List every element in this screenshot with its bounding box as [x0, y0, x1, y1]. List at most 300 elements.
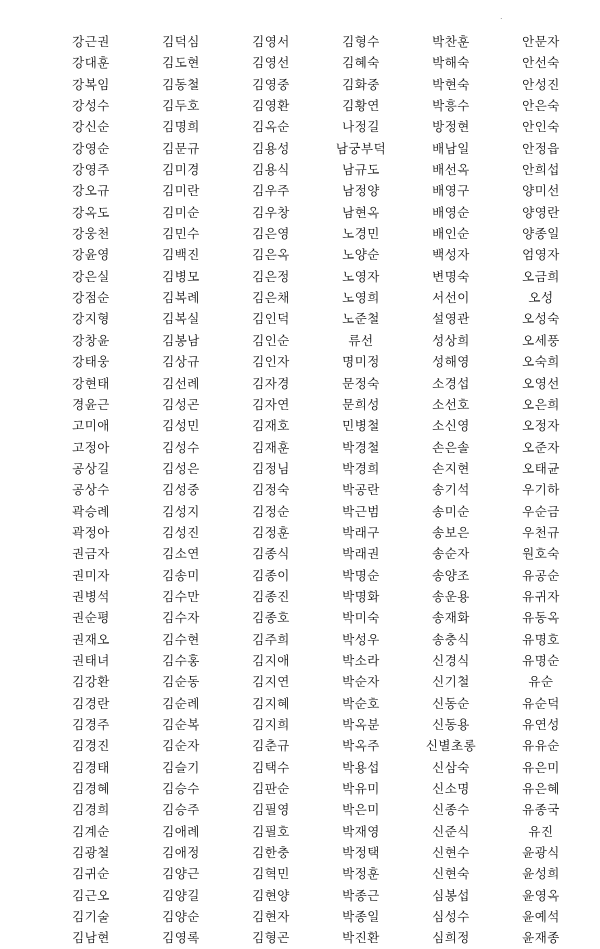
- name-row: [46, 159, 586, 180]
- name-cell: 노영자: [342, 268, 380, 284]
- name-row: [46, 330, 586, 351]
- name-cell: 경윤근: [72, 396, 110, 412]
- name-cell: 권태녀: [72, 652, 110, 668]
- name-cell: 신경식: [432, 652, 470, 668]
- name-cell: 강영순: [72, 140, 110, 156]
- name-cell: 오금희: [522, 268, 560, 284]
- name-cell: 박해숙: [432, 55, 470, 71]
- name-cell: 박용섭: [342, 759, 380, 775]
- name-cell: 박유미: [342, 781, 380, 797]
- name-cell: 김정님: [252, 460, 290, 476]
- name-cell: 배영구: [432, 183, 470, 199]
- name-cell: 남정양: [342, 183, 380, 199]
- name-cell: 윤광식: [522, 845, 560, 861]
- name-cell: 김덕심: [162, 34, 200, 49]
- name-cell: 권순평: [72, 610, 110, 626]
- name-cell: 김광철: [72, 845, 110, 861]
- name-row: [46, 180, 586, 201]
- name-cell: 손은솔: [432, 439, 470, 455]
- name-cell: 김은영: [252, 226, 290, 242]
- name-cell: 신종수: [432, 802, 470, 818]
- name-cell: 오성숙: [522, 311, 560, 327]
- name-cell: 김미경: [162, 162, 200, 178]
- name-cell: 김성은: [162, 460, 200, 476]
- name-cell: 박경희: [342, 460, 380, 476]
- name-cell: 박래구: [342, 524, 380, 540]
- name-cell: 강웅천: [72, 226, 110, 242]
- name-cell: 강근권: [72, 34, 110, 49]
- name-cell: 김화중: [342, 76, 380, 92]
- name-cell: 양영란: [522, 204, 560, 220]
- name-cell: 김근오: [72, 887, 110, 903]
- name-cell: 송기석: [432, 482, 470, 498]
- name-cell: 박공란: [342, 482, 380, 498]
- name-cell: 박현숙: [432, 76, 470, 92]
- name-cell: 신준식: [432, 823, 470, 839]
- name-cell: 김형수: [342, 34, 380, 49]
- name-cell: 김은정: [252, 268, 290, 284]
- name-cell: 박소라: [342, 652, 380, 668]
- name-cell: 송미순: [432, 503, 470, 519]
- name-cell: 안은숙: [522, 98, 560, 114]
- name-cell: 김택수: [252, 759, 290, 775]
- name-cell: 김민수: [162, 226, 200, 242]
- name-cell: 김미순: [162, 204, 200, 220]
- name-cell: 양종일: [522, 226, 560, 242]
- name-cell: 신별초롱: [425, 738, 477, 754]
- name-cell: 심희정: [432, 930, 470, 946]
- name-cell: 김정숙: [252, 482, 290, 498]
- name-cell: 윤성희: [522, 866, 560, 882]
- name-cell: 오영선: [522, 375, 560, 391]
- name-cell: 김승주: [162, 802, 200, 818]
- name-row: [46, 885, 586, 906]
- name-cell: 김순자: [162, 738, 200, 754]
- name-cell: 강복임: [72, 76, 110, 92]
- name-cell: 김인순: [252, 332, 290, 348]
- name-cell: 김황연: [342, 98, 380, 114]
- name-cell: 김은채: [252, 290, 290, 306]
- name-cell: 양미선: [522, 183, 560, 199]
- name-cell: 노준철: [342, 311, 380, 327]
- name-cell: 김수현: [162, 631, 200, 647]
- name-cell: 김재호: [252, 418, 290, 434]
- name-cell: 유은혜: [522, 781, 560, 797]
- name-row: [46, 74, 586, 95]
- name-cell: 신현숙: [432, 866, 470, 882]
- name-cell: 김복실: [162, 311, 200, 327]
- name-cell: 김선례: [162, 375, 200, 391]
- name-cell: 오준자: [522, 439, 560, 455]
- name-cell: 김은옥: [252, 247, 290, 263]
- name-cell: 변명숙: [432, 268, 470, 284]
- name-cell: 오성: [528, 290, 554, 306]
- name-cell: 김강환: [72, 674, 110, 690]
- name-cell: 명미정: [342, 354, 380, 370]
- name-cell: 안인숙: [522, 119, 560, 135]
- name-cell: 김종진: [252, 588, 290, 604]
- name-cell: 안성진: [522, 76, 560, 92]
- name-cell: 김옥순: [252, 119, 290, 135]
- name-cell: 신기철: [432, 674, 470, 690]
- name-cell: 강은실: [72, 268, 110, 284]
- name-cell: 김자경: [252, 375, 290, 391]
- name-cell: 김필영: [252, 802, 290, 818]
- name-cell: 김영환: [252, 98, 290, 114]
- name-cell: 박명화: [342, 588, 380, 604]
- name-row: [46, 778, 586, 799]
- name-cell: 유진: [528, 823, 554, 839]
- name-cell: 김귀순: [72, 866, 110, 882]
- name-cell: 김정훈: [252, 524, 290, 540]
- name-cell: 신소명: [432, 781, 470, 797]
- name-cell: 박종일: [342, 909, 380, 925]
- name-cell: 김현양: [252, 887, 290, 903]
- name-cell: 남현옥: [342, 204, 380, 220]
- name-cell: 김수자: [162, 610, 200, 626]
- name-cell: 박옥분: [342, 717, 380, 732]
- name-row: [46, 693, 586, 714]
- name-cell: 박진환: [342, 930, 380, 946]
- name-cell: 김종식: [252, 546, 290, 562]
- name-row: [46, 906, 586, 927]
- name-cell: 강영주: [72, 162, 110, 178]
- name-row: [46, 373, 586, 394]
- name-cell: 김필호: [252, 823, 290, 839]
- name-cell: 송운용: [432, 588, 470, 604]
- name-cell: 신동용: [432, 717, 470, 732]
- name-cell: 김봉남: [162, 332, 200, 348]
- name-cell: 박찬훈: [432, 34, 470, 49]
- name-cell: 우천규: [522, 524, 560, 540]
- name-cell: 오은희: [522, 396, 560, 412]
- name-cell: 김경주: [72, 717, 110, 732]
- name-cell: 오태균: [522, 460, 560, 476]
- name-cell: 김수홍: [162, 652, 200, 668]
- name-row: [46, 437, 586, 458]
- name-row: [46, 543, 586, 564]
- name-cell: 송충식: [432, 631, 470, 647]
- name-cell: 오세풍: [522, 332, 560, 348]
- name-cell: 김지연: [252, 674, 290, 690]
- name-cell: 김영선: [252, 55, 290, 71]
- name-cell: 오정자: [522, 418, 560, 434]
- name-cell: 노양순: [342, 247, 380, 263]
- name-cell: 유귀자: [522, 588, 560, 604]
- name-cell: 김용성: [252, 140, 290, 156]
- name-cell: 유연성: [522, 717, 560, 732]
- name-row: [46, 266, 586, 287]
- name-row: [46, 671, 586, 692]
- name-cell: 박흥수: [432, 98, 470, 114]
- name-cell: 김지혜: [252, 695, 290, 711]
- name-cell: 권미자: [72, 567, 110, 583]
- name-cell: 김지애: [252, 652, 290, 668]
- name-cell: 김기술: [72, 909, 110, 925]
- name-cell: 김자연: [252, 396, 290, 412]
- name-cell: 유동옥: [522, 610, 560, 626]
- name-cell: 안정읍: [522, 140, 560, 156]
- name-cell: 김경혜: [72, 781, 110, 797]
- name-cell: 김성곤: [162, 396, 200, 412]
- name-row: [46, 629, 586, 650]
- name-cell: 서선이: [432, 290, 470, 306]
- name-cell: 성해영: [432, 354, 470, 370]
- name-row: [46, 735, 586, 756]
- name-cell: 강현태: [72, 375, 110, 391]
- name-cell: 김영중: [252, 76, 290, 92]
- name-row: [46, 394, 586, 415]
- name-cell: 김우주: [252, 183, 290, 199]
- name-cell: 권금자: [72, 546, 110, 562]
- name-cell: 김성민: [162, 418, 200, 434]
- name-cell: 박래권: [342, 546, 380, 562]
- name-cell: 노영희: [342, 290, 380, 306]
- name-cell: 김순례: [162, 695, 200, 711]
- name-cell: 김명희: [162, 119, 200, 135]
- name-cell: 김한충: [252, 845, 290, 861]
- name-row: [46, 223, 586, 244]
- name-cell: 강점순: [72, 290, 110, 306]
- name-cell: 유공순: [522, 567, 560, 583]
- name-cell: 김순동: [162, 674, 200, 690]
- name-cell: 김성중: [162, 482, 200, 498]
- name-cell: 송양조: [432, 567, 470, 583]
- name-cell: 윤예석: [522, 909, 560, 925]
- name-cell: 김애정: [162, 845, 200, 861]
- name-cell: 신현수: [432, 845, 470, 861]
- name-row: [46, 799, 586, 820]
- name-cell: 곽정아: [72, 524, 110, 540]
- name-cell: 박순호: [342, 695, 380, 711]
- name-cell: 원호숙: [522, 546, 560, 562]
- name-cell: 박명순: [342, 567, 380, 583]
- name-cell: 김인자: [252, 354, 290, 370]
- name-cell: 김종호: [252, 610, 290, 626]
- name-row: [46, 586, 586, 607]
- name-cell: 유종국: [522, 802, 560, 818]
- name-row: [46, 650, 586, 671]
- name-cell: 김영서: [252, 34, 290, 49]
- name-cell: 강성수: [72, 98, 110, 114]
- name-cell: 김경희: [72, 802, 110, 818]
- name-row: [46, 757, 586, 778]
- name-cell: 김혜숙: [342, 55, 380, 71]
- name-cell: 심봉섭: [432, 887, 470, 903]
- name-row: [46, 863, 586, 884]
- name-row: [46, 501, 586, 522]
- name-row: [46, 565, 586, 586]
- name-cell: 김지희: [252, 717, 290, 732]
- name-row: [46, 52, 586, 73]
- name-cell: 강신순: [72, 119, 110, 135]
- name-cell: 신동순: [432, 695, 470, 711]
- name-cell: 김슬기: [162, 759, 200, 775]
- name-cell: 손지현: [432, 460, 470, 476]
- name-cell: 방정현: [432, 119, 470, 135]
- name-cell: 김형곤: [252, 930, 290, 946]
- name-cell: 김양순: [162, 909, 200, 925]
- name-cell: 심성수: [432, 909, 470, 925]
- name-row: [46, 138, 586, 159]
- name-cell: 문정숙: [342, 375, 380, 391]
- name-row: [46, 244, 586, 265]
- name-cell: 김복례: [162, 290, 200, 306]
- name-cell: 김성수: [162, 439, 200, 455]
- name-cell: 김병모: [162, 268, 200, 284]
- name-cell: 김용식: [252, 162, 290, 178]
- name-cell: 김영록: [162, 930, 200, 946]
- name-cell: 남규도: [342, 162, 380, 178]
- name-row: [46, 714, 586, 735]
- name-cell: 엄영자: [522, 247, 560, 263]
- name-cell: 우기하: [522, 482, 560, 498]
- name-cell: 박경철: [342, 439, 380, 455]
- name-cell: 고미애: [72, 418, 110, 434]
- name-cell: 박순자: [342, 674, 380, 690]
- name-cell: 김우창: [252, 204, 290, 220]
- name-cell: 안문자: [522, 34, 560, 49]
- name-cell: 김백진: [162, 247, 200, 263]
- name-cell: 안선숙: [522, 55, 560, 71]
- name-cell: 강오규: [72, 183, 110, 199]
- name-row: [46, 821, 586, 842]
- name-cell: 강창윤: [72, 332, 110, 348]
- name-cell: 안희섭: [522, 162, 560, 178]
- name-cell: 성상희: [432, 332, 470, 348]
- name-cell: 김주희: [252, 631, 290, 647]
- name-cell: 문희성: [342, 396, 380, 412]
- name-cell: 김도현: [162, 55, 200, 71]
- name-cell: 곽승례: [72, 503, 110, 519]
- name-cell: 박재영: [342, 823, 380, 839]
- name-cell: 김성지: [162, 503, 200, 519]
- name-cell: 김혁민: [252, 866, 290, 882]
- name-cell: 김정순: [252, 503, 290, 519]
- name-cell: 김춘규: [252, 738, 290, 754]
- name-cell: 김소연: [162, 546, 200, 562]
- name-row: [46, 287, 586, 308]
- name-cell: 우순금: [522, 503, 560, 519]
- name-cell: 노경민: [342, 226, 380, 242]
- name-row: [46, 927, 586, 948]
- name-cell: 배선옥: [432, 162, 470, 178]
- name-cell: 김수만: [162, 588, 200, 604]
- name-row: [46, 308, 586, 329]
- name-row: [46, 415, 586, 436]
- name-cell: 강대훈: [72, 55, 110, 71]
- name-cell: 김인덕: [252, 311, 290, 327]
- name-cell: 송순자: [432, 546, 470, 562]
- name-cell: 공상수: [72, 482, 110, 498]
- name-cell: 김송미: [162, 567, 200, 583]
- name-cell: 배영순: [432, 204, 470, 220]
- name-cell: 고정아: [72, 439, 110, 455]
- name-row: [46, 116, 586, 137]
- name-cell: 유은미: [522, 759, 560, 775]
- name-cell: 박미숙: [342, 610, 380, 626]
- name-cell: 설영관: [432, 311, 470, 327]
- name-cell: 유유순: [522, 738, 560, 754]
- name-row: [46, 202, 586, 223]
- name-cell: 남궁부덕: [335, 140, 387, 156]
- name-cell: 김경태: [72, 759, 110, 775]
- name-cell: 김판순: [252, 781, 290, 797]
- name-cell: 오숙희: [522, 354, 560, 370]
- name-cell: 권재오: [72, 631, 110, 647]
- name-row: [46, 95, 586, 116]
- name-cell: 김두호: [162, 98, 200, 114]
- name-cell: 김애례: [162, 823, 200, 839]
- name-cell: 유순: [528, 674, 554, 690]
- name-cell: 김경란: [72, 695, 110, 711]
- name-row: [46, 31, 586, 52]
- name-cell: 공상길: [72, 460, 110, 476]
- name-cell: 소선호: [432, 396, 470, 412]
- name-cell: 박성우: [342, 631, 380, 647]
- name-cell: 김미란: [162, 183, 200, 199]
- name-cell: 강윤영: [72, 247, 110, 263]
- name-cell: 송보은: [432, 524, 470, 540]
- name-cell: 김남현: [72, 930, 110, 946]
- name-list-body: [46, 31, 586, 949]
- name-cell: 송재화: [432, 610, 470, 626]
- name-cell: 나정길: [342, 119, 380, 135]
- name-cell: 배인순: [432, 226, 470, 242]
- name-row: [46, 458, 586, 479]
- name-cell: 박정훈: [342, 866, 380, 882]
- name-cell: 김종이: [252, 567, 290, 583]
- name-cell: 김순복: [162, 717, 200, 732]
- name-row: [46, 607, 586, 628]
- name-cell: 강옥도: [72, 204, 110, 220]
- name-cell: 배남일: [432, 140, 470, 156]
- name-cell: 김양근: [162, 866, 200, 882]
- name-cell: 김경진: [72, 738, 110, 754]
- name-cell: 윤재종: [522, 930, 560, 946]
- name-row: [46, 351, 586, 372]
- name-row: [46, 522, 586, 543]
- name-cell: 박종근: [342, 887, 380, 903]
- name-row: [46, 479, 586, 500]
- name-cell: 신삼숙: [432, 759, 470, 775]
- name-cell: 강지형: [72, 311, 110, 327]
- name-cell: 김상규: [162, 354, 200, 370]
- corner-mark: .: [500, 12, 503, 21]
- name-cell: 윤영옥: [522, 887, 560, 903]
- name-cell: 소경섭: [432, 375, 470, 391]
- name-cell: 김승수: [162, 781, 200, 797]
- name-cell: 박근범: [342, 503, 380, 519]
- name-cell: 김계순: [72, 823, 110, 839]
- name-cell: 소신영: [432, 418, 470, 434]
- name-cell: 류선: [348, 332, 374, 348]
- name-cell: 백성자: [432, 247, 470, 263]
- name-cell: 유순덕: [522, 695, 560, 711]
- name-cell: 강태웅: [72, 354, 110, 370]
- name-cell: 박옥주: [342, 738, 380, 754]
- name-cell: 김현자: [252, 909, 290, 925]
- name-cell: 김동철: [162, 76, 200, 92]
- name-cell: 유명순: [522, 652, 560, 668]
- name-cell: 김문규: [162, 140, 200, 156]
- name-list-table: [46, 31, 586, 949]
- name-cell: 김양길: [162, 887, 200, 903]
- name-cell: 유명호: [522, 631, 560, 647]
- name-row: [46, 842, 586, 863]
- name-cell: 박정택: [342, 845, 380, 861]
- name-cell: 권병석: [72, 588, 110, 604]
